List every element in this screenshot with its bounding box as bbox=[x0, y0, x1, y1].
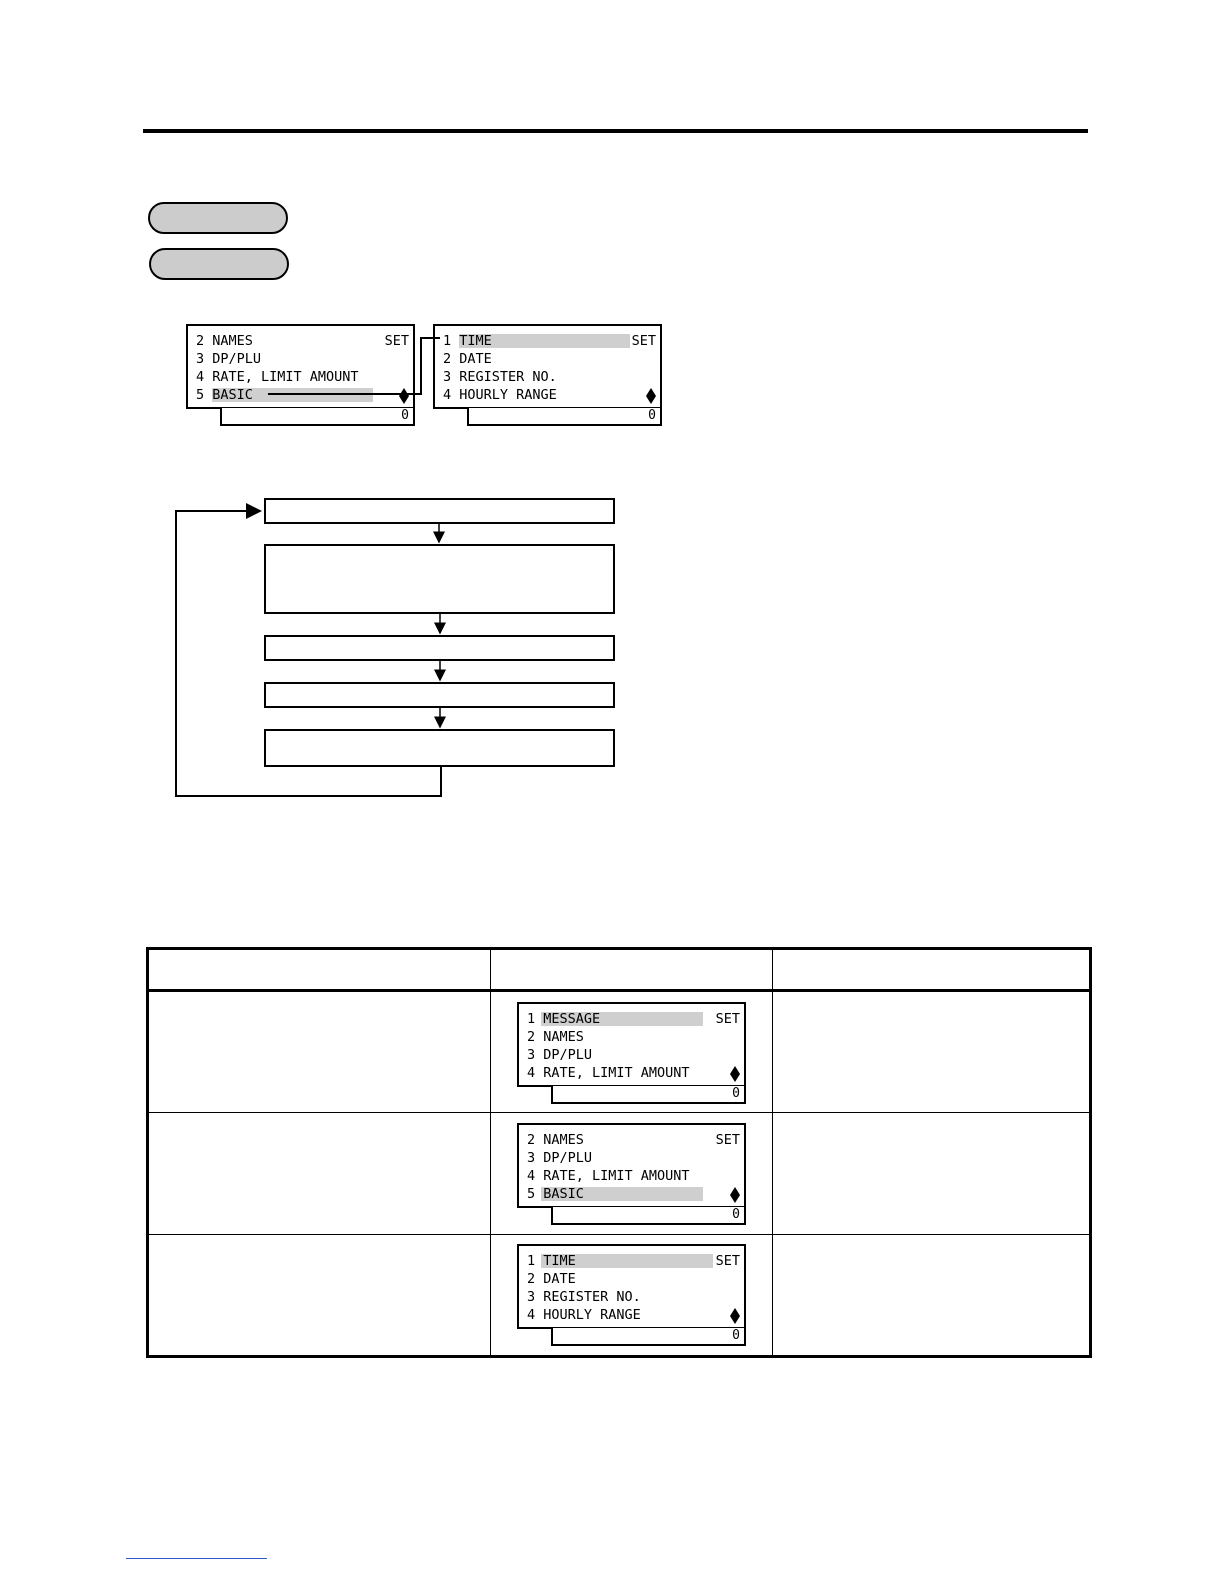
table-header-rule bbox=[148, 989, 1090, 992]
lcd-line: 3 REGISTER NO. bbox=[527, 1289, 641, 1305]
lcd-set-label: SET bbox=[715, 1253, 740, 1269]
lcd-line: 3 DP/PLU bbox=[527, 1150, 593, 1166]
mode-key-pill-2 bbox=[149, 248, 289, 280]
table-divider bbox=[772, 949, 773, 1356]
scroll-updown-icon bbox=[730, 1187, 740, 1203]
lcd-line: 2 NAMES bbox=[527, 1029, 584, 1045]
lcd-line: 3 DP/PLU bbox=[527, 1047, 593, 1063]
lcd-counter: 0 bbox=[467, 408, 662, 426]
lcd-line: 4 HOURLY RANGE bbox=[443, 387, 557, 403]
scroll-updown-icon bbox=[730, 1308, 740, 1324]
lcd-line: 2 DATE bbox=[527, 1271, 576, 1287]
lcd-line: 5 BASIC bbox=[196, 387, 253, 403]
lcd-counter: 0 bbox=[551, 1086, 746, 1104]
lcd-screen-row-1 bbox=[517, 1002, 746, 1087]
footer-link-underline[interactable] bbox=[126, 1558, 267, 1559]
lcd-line: 4 RATE, LIMIT AMOUNT bbox=[527, 1168, 690, 1184]
lcd-line: 4 RATE, LIMIT AMOUNT bbox=[196, 369, 359, 385]
lcd-set-label: SET bbox=[384, 333, 409, 349]
table-row-rule bbox=[148, 1234, 1090, 1235]
table-header-cell bbox=[500, 956, 762, 980]
lcd-line: 4 RATE, LIMIT AMOUNT bbox=[527, 1065, 690, 1081]
lcd-line: 3 REGISTER NO. bbox=[443, 369, 557, 385]
lcd-counter: 0 bbox=[551, 1207, 746, 1225]
lcd-line: 1 TIME bbox=[527, 1253, 576, 1269]
lcd-set-label: SET bbox=[715, 1011, 740, 1027]
lcd-screen-row-2 bbox=[517, 1123, 746, 1208]
lcd-line: 2 NAMES bbox=[196, 333, 253, 349]
flowchart-arrows bbox=[170, 500, 460, 802]
lcd-set-label: SET bbox=[715, 1132, 740, 1148]
lcd-line: 4 HOURLY RANGE bbox=[527, 1307, 641, 1323]
header-rule bbox=[143, 129, 1088, 133]
table-row-rule bbox=[148, 1112, 1090, 1113]
scroll-updown-icon bbox=[730, 1066, 740, 1082]
scroll-updown-icon bbox=[646, 388, 656, 404]
lcd-screen-row-3 bbox=[517, 1244, 746, 1329]
lcd-line: 2 NAMES bbox=[527, 1132, 584, 1148]
table-header-cell bbox=[158, 956, 478, 980]
lcd-set-label: SET bbox=[631, 333, 656, 349]
lcd-line: 5 BASIC bbox=[527, 1186, 584, 1202]
screen-connector-arrow bbox=[260, 330, 460, 410]
lcd-line: 3 DP/PLU bbox=[196, 351, 262, 367]
lcd-line: 1 TIME bbox=[443, 333, 492, 349]
lcd-line: 2 DATE bbox=[443, 351, 492, 367]
lcd-screen-basic-menu bbox=[433, 324, 662, 409]
lcd-counter: 0 bbox=[551, 1328, 746, 1346]
lcd-counter: 0 bbox=[220, 408, 415, 426]
table-divider bbox=[490, 949, 491, 1356]
lcd-line: 1 MESSAGE bbox=[527, 1011, 601, 1027]
table-header-cell bbox=[782, 956, 1082, 980]
mode-key-pill-1 bbox=[148, 202, 288, 234]
